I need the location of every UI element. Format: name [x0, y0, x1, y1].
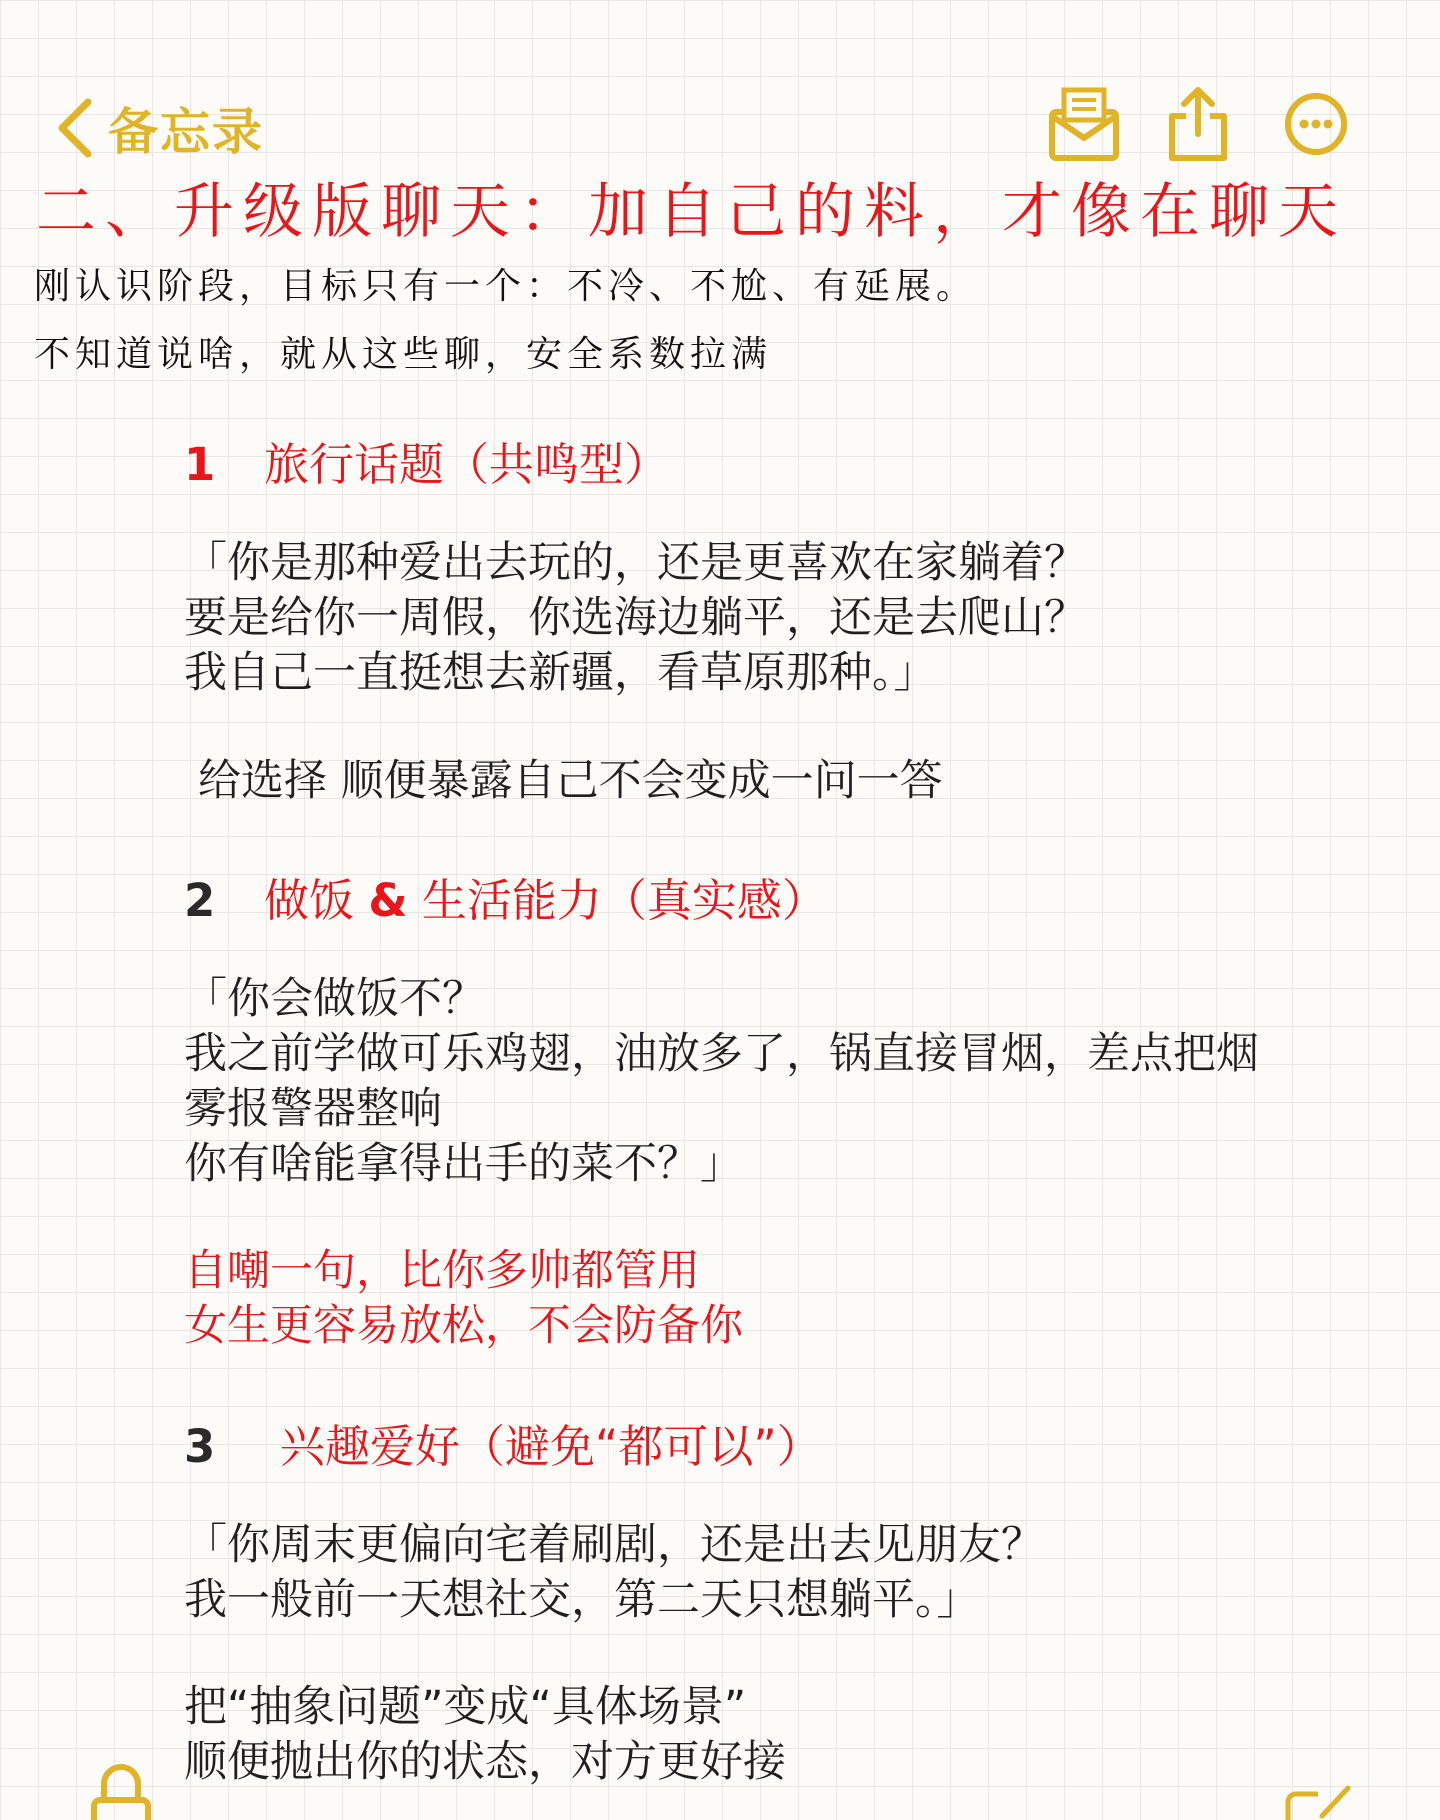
quote-line: 「你是那种爱出去玩的，还是更喜欢在家躺着？ — [184, 538, 1087, 588]
section-title — [264, 864, 827, 929]
section-number: 2 — [184, 874, 216, 927]
note-block — [184, 1680, 786, 1790]
section-heading — [184, 1410, 822, 1475]
share-icon[interactable] — [1160, 82, 1236, 164]
quote-line: 要是给你一周假，你选海边躺平，还是去爬山？ — [184, 593, 1087, 643]
section-title: 旅行话题（共鸣型） — [264, 438, 670, 491]
edit-icon[interactable] — [1282, 1780, 1356, 1820]
quote-line: 雾报警器整响 — [184, 1084, 442, 1134]
quote-block — [184, 1518, 1044, 1628]
back-button[interactable] — [52, 88, 264, 168]
mail-icon[interactable] — [1046, 82, 1122, 164]
quote-line: 我一般前一天想社交，第二天只想躺平。」 — [184, 1575, 980, 1625]
note-block — [198, 754, 943, 809]
note-line: 给选择 顺便暴露自己不会变成一问一答 — [198, 756, 943, 806]
intro-line: 不知道说啥，就从这些聊，安全系数拉满 — [34, 334, 773, 375]
note-line: 女生更容易放松，不会防备你 — [184, 1301, 743, 1351]
quote-line: 「你周末更偏向宅着刷剧，还是出去见朋友？ — [184, 1520, 1044, 1570]
quote-block — [184, 536, 1087, 701]
intro-line: 刚认识阶段，目标只有一个：不冷、不尬、有延展。 — [34, 266, 978, 307]
back-label: 备忘录 — [108, 103, 264, 161]
section-title-part: 做饭 — [264, 874, 355, 927]
quote-line: 你有啥能拿得出手的菜不？」 — [184, 1139, 743, 1189]
quote-line: 我自己一直挺想去新疆，看草原那种。」 — [184, 648, 937, 698]
section-title: 兴趣爱好（避免“都可以”） — [280, 1420, 822, 1473]
note-line: 自嘲一句，比你多帅都管用 — [184, 1246, 700, 1296]
section-title-part: 生活能力（真实感） — [421, 874, 827, 927]
section-heading — [184, 864, 827, 929]
ampersand: & — [368, 874, 408, 927]
more-icon[interactable] — [1278, 82, 1354, 164]
note-line: 顺便抛出你的状态，对方更好接 — [184, 1737, 786, 1787]
quote-line: 「你会做饭不？ — [184, 974, 485, 1024]
lock-icon[interactable] — [88, 1760, 154, 1820]
section-number: 3 — [184, 1420, 216, 1473]
note-block — [184, 1244, 743, 1354]
quote-block — [184, 972, 1259, 1192]
quote-line: 我之前学做可乐鸡翅，油放多了，锅直接冒烟，差点把烟 — [184, 1029, 1259, 1079]
section-number: 1 — [184, 438, 216, 491]
chevron-left-icon — [52, 96, 96, 160]
section-heading — [184, 428, 669, 493]
note-line: 把“抽象问题”变成“具体场景” — [184, 1682, 747, 1732]
note-title: 二、升级版聊天：加自己的料，才像在聊天 — [36, 177, 1347, 247]
